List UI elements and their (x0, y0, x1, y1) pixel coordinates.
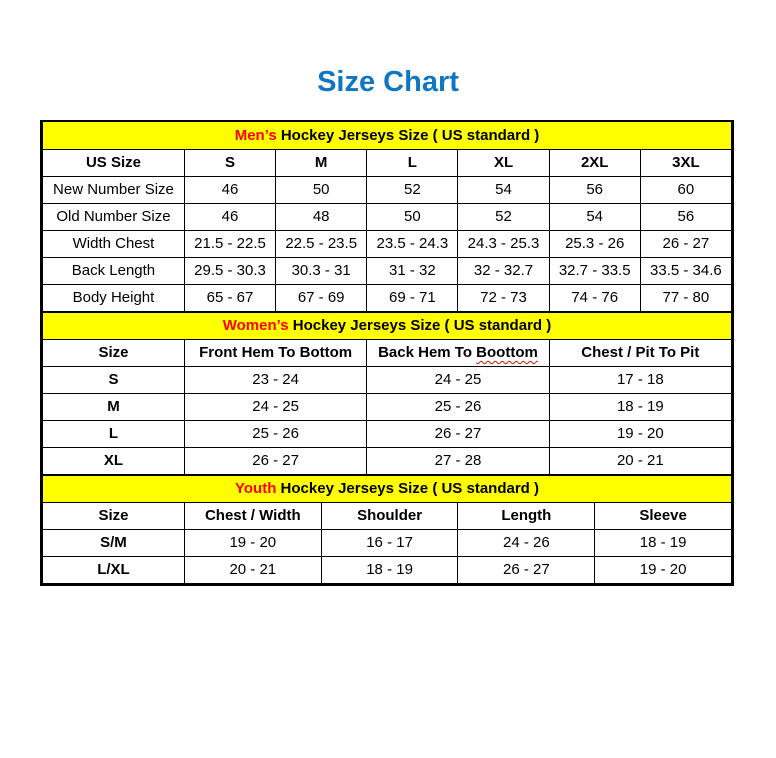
womens-data-row (43, 393, 732, 420)
mens-value-cell: 46 (184, 176, 275, 203)
mens-band-row (43, 122, 732, 149)
youth-column-header: Length (458, 502, 595, 529)
mens-value-cell: 56 (640, 203, 731, 230)
youth-table (42, 475, 732, 584)
youth-heading-text: Hockey Jerseys Size ( US standard ) (276, 480, 539, 497)
mens-data-row (43, 284, 732, 311)
womens-value-cell: 23 - 24 (184, 366, 366, 393)
womens-value-cell: 27 - 28 (367, 447, 549, 474)
mens-value-cell: 74 - 76 (549, 284, 640, 311)
mens-data-row (43, 176, 732, 203)
mens-value-cell: 26 - 27 (640, 230, 731, 257)
womens-value-cell: 20 - 21 (549, 447, 731, 474)
mens-value-cell: 22.5 - 23.5 (276, 230, 367, 257)
womens-data-row (43, 366, 732, 393)
womens-heading-highlight: Women’s (222, 317, 289, 334)
misspelled-word: Boottom (476, 344, 538, 361)
mens-value-cell: 50 (276, 176, 367, 203)
youth-column-header: Chest / Width (184, 502, 321, 529)
mens-column-header: US Size (43, 149, 185, 176)
womens-value-cell: 26 - 27 (184, 447, 366, 474)
mens-column-header: M (276, 149, 367, 176)
womens-value-cell: 18 - 19 (549, 393, 731, 420)
womens-column-header: Size (43, 339, 185, 366)
youth-data-row (43, 529, 732, 556)
mens-row-label: New Number Size (43, 176, 185, 203)
mens-value-cell: 32.7 - 33.5 (549, 257, 640, 284)
womens-column-header: Chest / Pit To Pit (549, 339, 731, 366)
mens-value-cell: 29.5 - 30.3 (184, 257, 275, 284)
mens-section-heading (43, 122, 732, 149)
youth-value-cell: 19 - 20 (184, 529, 321, 556)
youth-data-row (43, 556, 732, 583)
mens-value-cell: 23.5 - 24.3 (367, 230, 458, 257)
youth-row-label: S/M (43, 529, 185, 556)
youth-column-header: Shoulder (321, 502, 458, 529)
mens-heading-text: Hockey Jerseys Size ( US standard ) (276, 126, 540, 144)
womens-header-row (43, 339, 732, 366)
mens-value-cell: 67 - 69 (276, 284, 367, 311)
mens-table (42, 122, 732, 312)
youth-heading-highlight: Youth (235, 480, 277, 497)
womens-row-label: L (43, 420, 185, 447)
mens-value-cell: 46 (184, 203, 275, 230)
mens-data-row (43, 230, 732, 257)
mens-header-row (43, 149, 732, 176)
size-chart (40, 120, 734, 586)
youth-value-cell: 26 - 27 (458, 556, 595, 583)
womens-table (42, 312, 732, 475)
womens-column-header (367, 339, 549, 366)
womens-value-cell: 24 - 25 (184, 393, 366, 420)
youth-value-cell: 16 - 17 (321, 529, 458, 556)
mens-row-label: Back Length (43, 257, 185, 284)
youth-column-header: Sleeve (595, 502, 732, 529)
womens-value-cell: 26 - 27 (367, 420, 549, 447)
youth-value-cell: 20 - 21 (184, 556, 321, 583)
mens-value-cell: 21.5 - 22.5 (184, 230, 275, 257)
womens-data-row (43, 447, 732, 474)
mens-value-cell: 33.5 - 34.6 (640, 257, 731, 284)
youth-value-cell: 19 - 20 (595, 556, 732, 583)
mens-value-cell: 30.3 - 31 (276, 257, 367, 284)
youth-section-heading (43, 475, 732, 502)
youth-value-cell: 18 - 19 (321, 556, 458, 583)
womens-value-cell: 24 - 25 (367, 366, 549, 393)
mens-value-cell: 32 - 32.7 (458, 257, 549, 284)
mens-value-cell: 25.3 - 26 (549, 230, 640, 257)
mens-column-header: L (367, 149, 458, 176)
womens-value-cell: 17 - 18 (549, 366, 731, 393)
mens-column-header: 3XL (640, 149, 731, 176)
mens-value-cell: 69 - 71 (367, 284, 458, 311)
womens-value-cell: 19 - 20 (549, 420, 731, 447)
mens-row-label: Old Number Size (43, 203, 185, 230)
womens-row-label: XL (43, 447, 185, 474)
womens-section-heading (43, 312, 732, 339)
womens-value-cell: 25 - 26 (184, 420, 366, 447)
mens-value-cell: 31 - 32 (367, 257, 458, 284)
youth-header-row (43, 502, 732, 529)
youth-value-cell: 18 - 19 (595, 529, 732, 556)
mens-column-header: S (184, 149, 275, 176)
mens-heading-highlight: Men’s (234, 126, 277, 144)
page-title: Size Chart (317, 66, 459, 98)
youth-row-label: L/XL (43, 556, 185, 583)
mens-value-cell: 54 (549, 203, 640, 230)
mens-value-cell: 24.3 - 25.3 (458, 230, 549, 257)
mens-value-cell: 50 (367, 203, 458, 230)
womens-row-label: M (43, 393, 185, 420)
mens-data-row (43, 257, 732, 284)
mens-data-row (43, 203, 732, 230)
womens-value-cell: 25 - 26 (367, 393, 549, 420)
womens-row-label: S (43, 366, 185, 393)
mens-row-label: Body Height (43, 284, 185, 311)
mens-value-cell: 65 - 67 (184, 284, 275, 311)
mens-column-header: 2XL (549, 149, 640, 176)
mens-value-cell: 48 (276, 203, 367, 230)
mens-row-label: Width Chest (43, 230, 185, 257)
mens-column-header: XL (458, 149, 549, 176)
mens-value-cell: 77 - 80 (640, 284, 731, 311)
mens-value-cell: 54 (458, 176, 549, 203)
womens-heading-text: Hockey Jerseys Size ( US standard ) (288, 317, 552, 334)
womens-band-row (43, 312, 732, 339)
youth-value-cell: 24 - 26 (458, 529, 595, 556)
mens-value-cell: 60 (640, 176, 731, 203)
column-header-text: Back Hem To (378, 344, 477, 361)
youth-band-row (43, 475, 732, 502)
mens-value-cell: 52 (458, 203, 549, 230)
womens-column-header: Front Hem To Bottom (184, 339, 366, 366)
mens-value-cell: 56 (549, 176, 640, 203)
womens-data-row (43, 420, 732, 447)
mens-value-cell: 72 - 73 (458, 284, 549, 311)
mens-value-cell: 52 (367, 176, 458, 203)
youth-column-header: Size (43, 502, 185, 529)
